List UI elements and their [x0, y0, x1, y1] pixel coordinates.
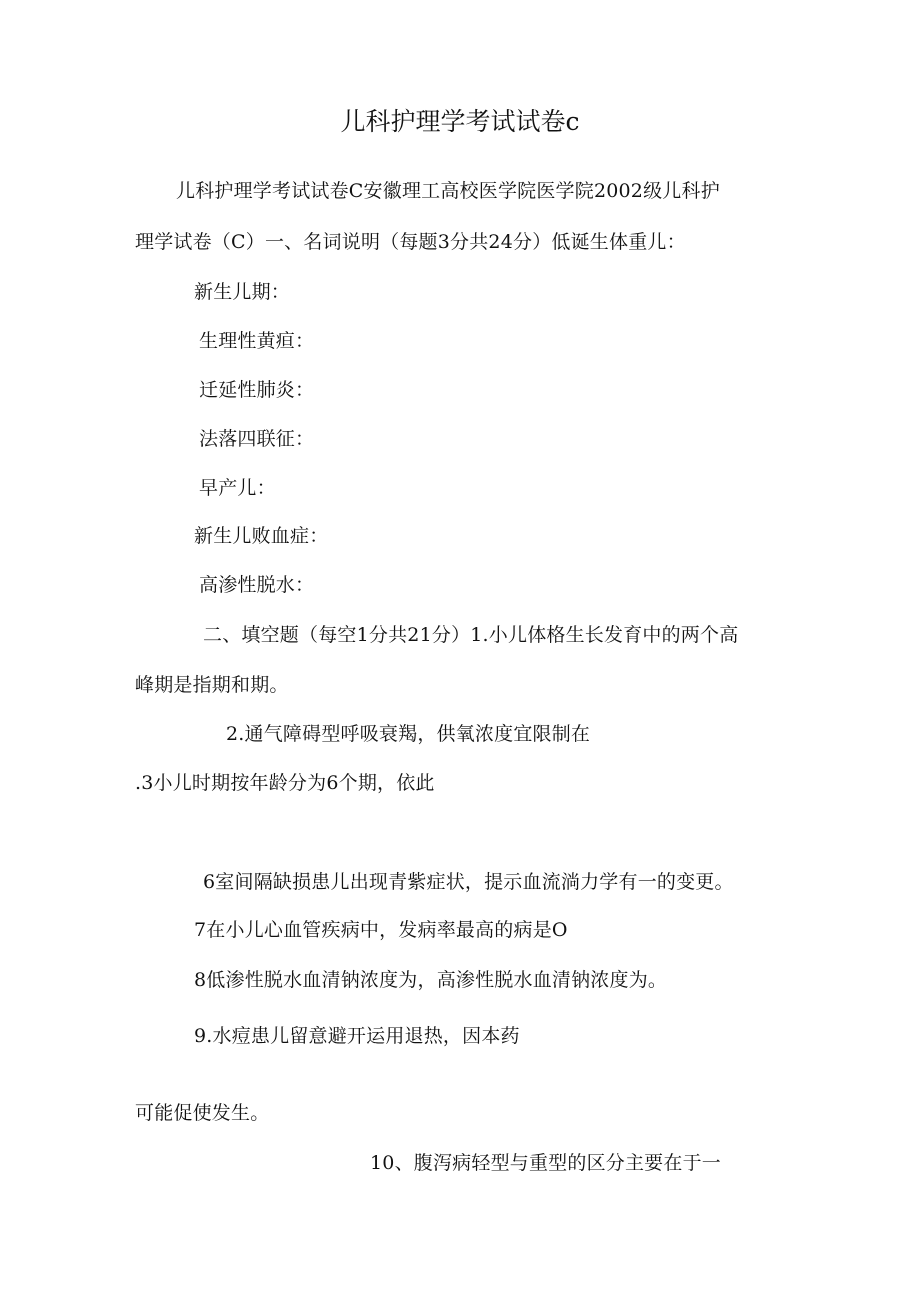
paragraph-line: 理学试卷（C）一、名词说明（每题3分共24分）低诞生体重儿： — [135, 231, 686, 253]
paragraph-line: 峰期是指期和期。 — [135, 674, 289, 696]
paragraph-line: 7在小儿心血管疾病中，发病率最高的病是O — [194, 919, 568, 941]
paragraph-line: 儿科护理学考试试卷C安徽理工高校医学院医学院2002级儿科护 — [176, 180, 720, 202]
term-item: 迁延性肺炎： — [199, 379, 315, 401]
term-item: 新生儿期： — [194, 281, 291, 303]
term-item: 早产儿： — [199, 477, 276, 499]
paragraph-line: 8低渗性脱水血清钠浓度为，高渗性脱水血清钠浓度为。 — [194, 969, 668, 991]
paragraph-line: 10、腹泻病轻型与重型的区分主要在于一 — [370, 1152, 721, 1174]
paragraph-line: 9.水痘患儿留意避开运用退热，因本药 — [194, 1025, 520, 1047]
term-item: 法落四联征： — [199, 428, 315, 450]
document-title: 儿科护理学考试试卷c — [340, 107, 580, 136]
term-item: 高渗性脱水： — [199, 574, 315, 596]
term-item: 新生儿败血症： — [194, 525, 329, 547]
paragraph-line: 6室间隔缺损患儿出现青紫症状，提示血流淌力学有一的变更。 — [203, 871, 734, 893]
term-item: 生理性黄疸： — [199, 330, 315, 352]
paragraph-line: 可能促使发生。 — [135, 1102, 270, 1124]
paragraph-line: .3小儿时期按年龄分为6个期，依此 — [135, 772, 435, 794]
paragraph-line: 2.通气障碍型呼吸衰羯，供氧浓度宜限制在 — [226, 723, 591, 745]
paragraph-line: 二、填空题（每空1分共21分）1.小儿体格生长发育中的两个高 — [203, 624, 739, 646]
